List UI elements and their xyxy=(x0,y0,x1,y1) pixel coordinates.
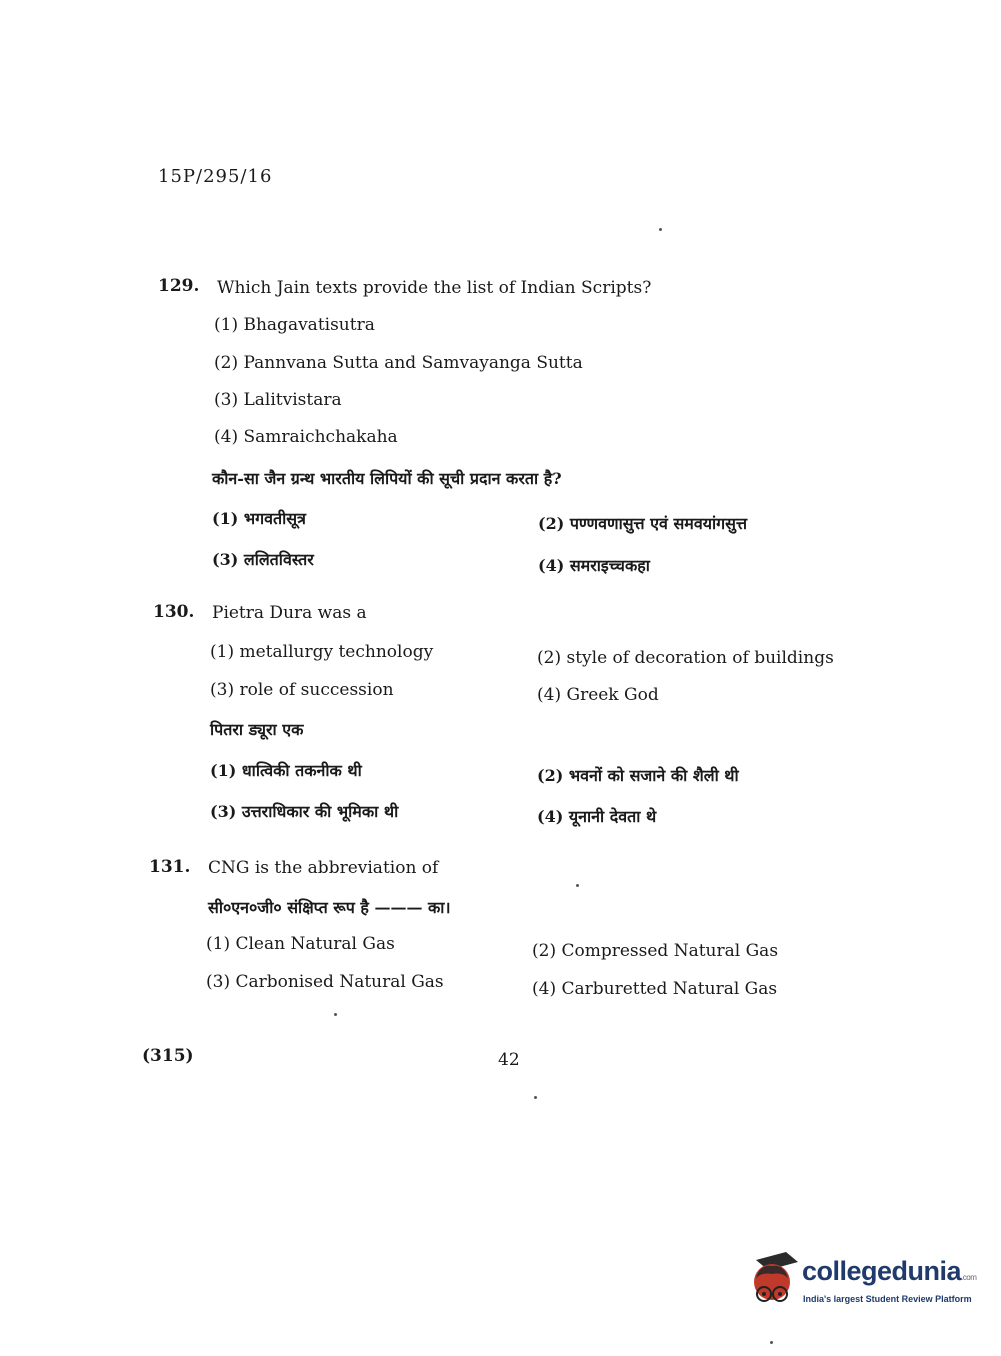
question-131-text-hindi: सी०एन०जी० संक्षिप्त रूप है ——— का। xyxy=(208,898,451,917)
q129-option-1-en: (1) Bhagavatisutra xyxy=(214,315,375,335)
scan-speck xyxy=(534,1096,537,1099)
mascot-icon xyxy=(742,1250,800,1310)
q130-option-1-hi: (1) धात्विकी तकनीक थी xyxy=(210,761,362,780)
q131-option-4: (4) Carburetted Natural Gas xyxy=(532,979,778,999)
page-number: 42 xyxy=(498,1050,520,1070)
q131-option-1: (1) Clean Natural Gas xyxy=(206,934,395,954)
q129-option-2-en: (2) Pannvana Sutta and Samvayanga Sutta xyxy=(214,353,583,373)
q129-option-1-hi: (1) भगवतीसूत्र xyxy=(212,509,306,528)
q129-option-4-hi: (4) समराइच्चकहा xyxy=(538,556,650,575)
q130-option-3-en: (3) role of succession xyxy=(210,680,394,700)
q130-option-1-en: (1) metallurgy technology xyxy=(210,642,434,662)
question-131-text: CNG is the abbreviation of xyxy=(208,858,439,878)
q129-option-3-hi: (3) ललितविस्तर xyxy=(212,550,314,569)
scan-speck xyxy=(576,884,579,887)
q130-option-3-hi: (3) उत्तराधिकार की भूमिका थी xyxy=(210,802,399,821)
question-129-text: Which Jain texts provide the list of Indian Scripts? xyxy=(217,278,652,298)
footer-code: (315) xyxy=(142,1046,194,1066)
q129-option-2-hi: (2) पण्णवणासुत्त एवं समवयांगसुत्त xyxy=(538,514,748,533)
question-130-number: 130. xyxy=(153,602,195,622)
q129-option-4-en: (4) Samraichchakaha xyxy=(214,427,398,447)
question-129-number: 129. xyxy=(158,276,200,296)
scan-speck xyxy=(770,1341,773,1344)
q130-option-4-hi: (4) यूनानी देवता थे xyxy=(537,807,657,826)
collegedunia-logo xyxy=(742,1250,977,1320)
q129-option-3-en: (3) Lalitvistara xyxy=(214,390,342,410)
question-130-text: Pietra Dura was a xyxy=(212,603,367,623)
scan-speck xyxy=(334,1013,337,1016)
question-129-text-hindi: कौन-सा जैन ग्रन्थ भारतीय लिपियों की सूची प्रदान करता है? xyxy=(212,469,562,488)
q130-option-4-en: (4) Greek God xyxy=(537,685,659,705)
q130-option-2-en: (2) style of decoration of buildings xyxy=(537,648,834,668)
question-131-number: 131. xyxy=(149,857,191,877)
q131-option-3: (3) Carbonised Natural Gas xyxy=(206,972,444,992)
paper-code: 15P/295/16 xyxy=(158,166,273,187)
q130-option-2-hi: (2) भवनों को सजाने की शैली थी xyxy=(537,766,739,785)
logo-tagline: India's largest Student Review Platform xyxy=(803,1294,972,1304)
question-130-text-hindi: पितरा ड्यूरा एक xyxy=(210,720,304,739)
logo-wordmark: collegedunia.com xyxy=(802,1256,977,1286)
q131-option-2: (2) Compressed Natural Gas xyxy=(532,941,779,961)
scan-speck xyxy=(659,228,662,231)
